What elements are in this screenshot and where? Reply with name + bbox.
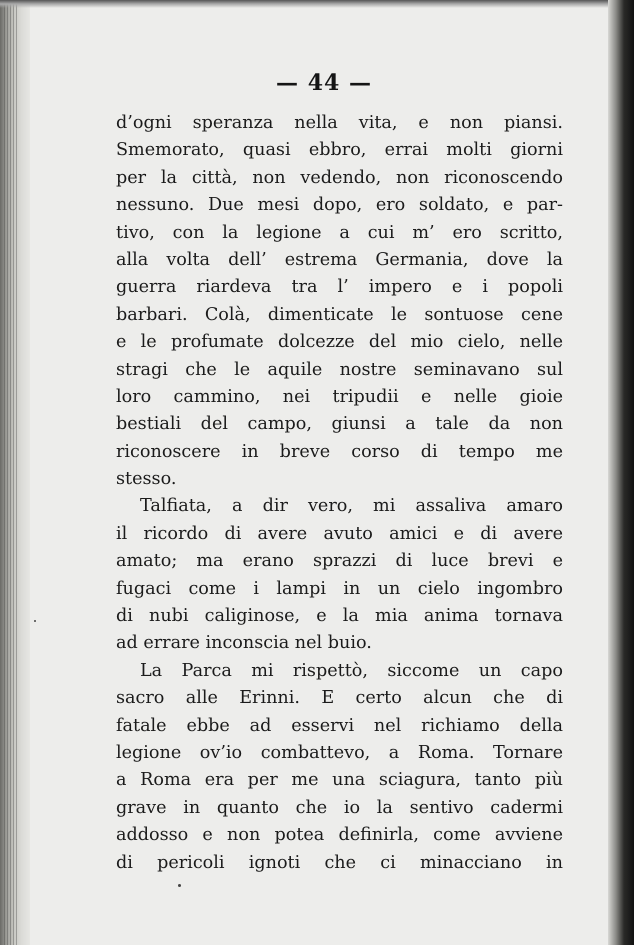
text-line: ad errare inconscia nel buio. (116, 633, 372, 654)
text-line: di nubi caliginose, e la mia anima tornava (116, 606, 563, 627)
text-line: grave in quanto che io la sentivo cadermi (116, 797, 563, 818)
text-line: e le profumate dolcezze del mio cielo, nelle (116, 332, 563, 353)
text-line: guerra riardeva tra l’ impero e i popoli (116, 277, 563, 298)
text-line: addosso e non potea definirla, come avviene (116, 825, 563, 846)
text-line: barbari. Colà, dimenticate le sontuose cene (116, 304, 563, 325)
text-line: legione ov’io combattevo, a Roma. Tornare (116, 742, 563, 763)
paper-speck (178, 884, 181, 887)
text-line: nessuno. Due mesi dopo, ero soldato, e par- (116, 195, 563, 216)
text-line: La Parca mi rispettò, siccome un capo (140, 660, 563, 681)
text-line: riconoscere in breve corso di tempo me (116, 441, 563, 462)
page-number: — 44 — (276, 70, 372, 96)
text-line: bestiali del campo, giunsi a tale da non (116, 414, 563, 435)
binding-edge-lines (4, 0, 18, 945)
text-line: Smemorato, quasi ebbro, errai molti giorni (116, 140, 563, 161)
paper-speck (34, 620, 36, 622)
top-edge-shadow (0, 0, 634, 8)
text-line: a Roma era per me una sciagura, tanto più (116, 770, 563, 791)
text-line: loro cammino, nei tripudii e nelle gioie (116, 386, 563, 407)
right-edge-shadow (608, 0, 634, 945)
text-line: alla volta dell’ estrema Germania, dove la (116, 249, 563, 270)
text-line: tivo, con la legione a cui m’ ero scritto, (116, 222, 563, 243)
text-line: di pericoli ignoti che ci minacciano in (116, 852, 563, 873)
text-line: amato; ma erano sprazzi di luce brevi e (116, 551, 563, 572)
text-line: fatale ebbe ad esservi nel richiamo della (116, 715, 563, 736)
text-line: per la città, non vedendo, non riconoscendo (116, 167, 563, 188)
text-line: il ricordo di avere avuto amici e di avere (116, 523, 563, 544)
text-line: stragi che le aquile nostre seminavano sul (116, 359, 563, 380)
text-line: d’ogni speranza nella vita, e non piansi. (116, 113, 563, 133)
text-line: Talfiata, a dir vero, mi assaliva amaro (140, 496, 563, 517)
text-line: fugaci come i lampi in un cielo ingombro (116, 578, 563, 599)
text-line: stesso. (116, 469, 177, 490)
text-line: sacro alle Erinni. E certo alcun che di (116, 688, 563, 709)
body-text (116, 110, 563, 877)
